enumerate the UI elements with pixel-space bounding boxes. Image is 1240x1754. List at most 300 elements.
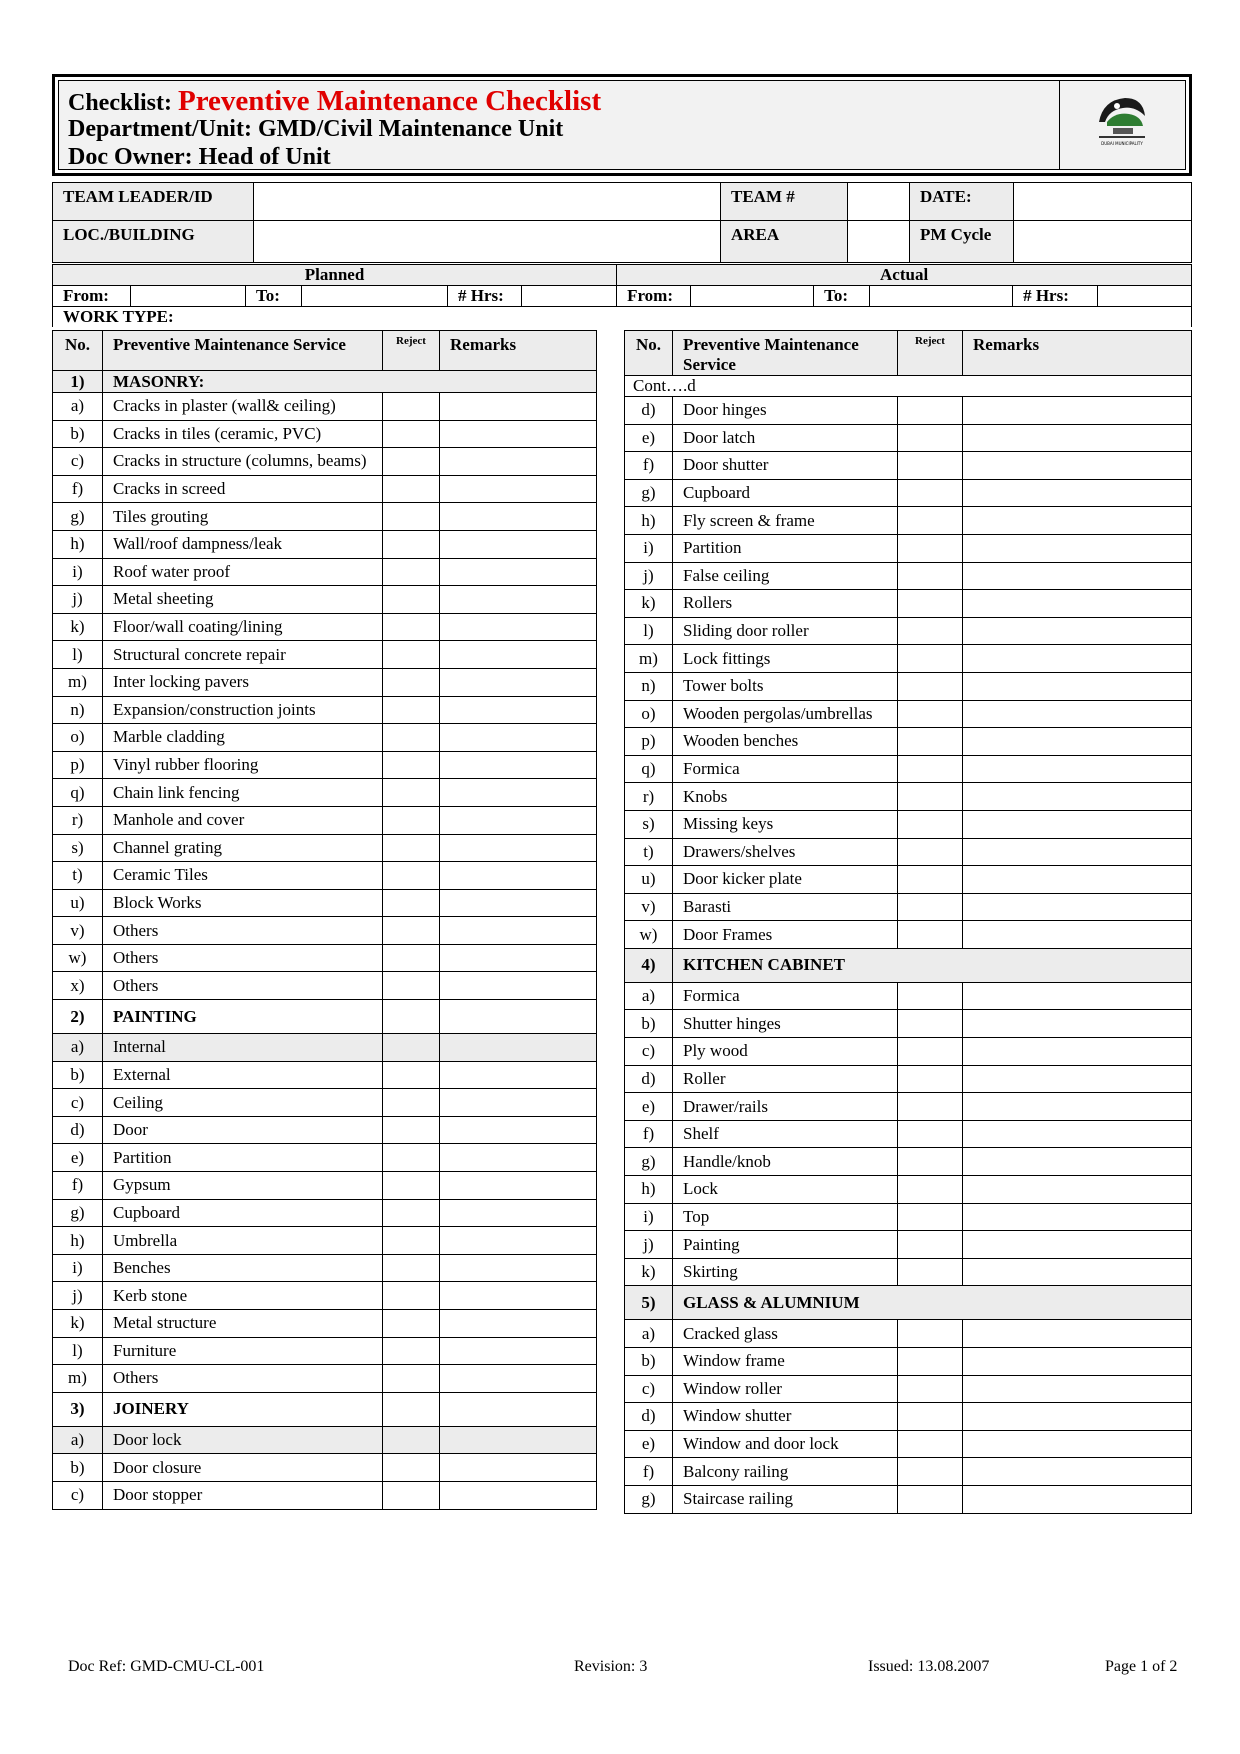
checklist-item: [625, 1010, 1192, 1038]
reject-checkbox[interactable]: [898, 783, 963, 811]
planned-to-field[interactable]: [302, 286, 448, 307]
remarks-field[interactable]: [963, 479, 1192, 507]
reject-checkbox[interactable]: [383, 475, 440, 503]
remarks-field[interactable]: [963, 838, 1192, 866]
item-letter: o): [625, 700, 673, 728]
left-checklist: [52, 330, 597, 1510]
remarks-field[interactable]: [440, 1310, 597, 1338]
checklist-label: Checklist:: [68, 90, 172, 116]
remarks-field[interactable]: [963, 921, 1192, 949]
reject-checkbox[interactable]: [898, 507, 963, 535]
reject-checkbox[interactable]: [383, 1337, 440, 1365]
actual-from-field[interactable]: [691, 286, 814, 307]
remarks-field[interactable]: [963, 617, 1192, 645]
item-letter: f): [53, 1172, 103, 1200]
reject-checkbox[interactable]: [383, 1481, 440, 1509]
remarks-field[interactable]: [440, 944, 597, 972]
remarks-field[interactable]: [440, 724, 597, 752]
checklist-item: [625, 1320, 1192, 1348]
item-letter: o): [53, 724, 103, 752]
reject-checkbox[interactable]: [898, 982, 963, 1010]
work-type-label[interactable]: WORK TYPE:: [53, 307, 1192, 328]
item-label: Partition: [103, 1144, 383, 1172]
remarks-field[interactable]: [440, 475, 597, 503]
team-leader-field[interactable]: [254, 183, 721, 221]
reject-checkbox[interactable]: [898, 645, 963, 673]
remarks-field[interactable]: [963, 534, 1192, 562]
item-letter: m): [53, 1365, 103, 1393]
reject-checkbox[interactable]: [898, 1430, 963, 1458]
remarks-field[interactable]: [440, 586, 597, 614]
reject-checkbox[interactable]: [383, 420, 440, 448]
checklist-item: [625, 617, 1192, 645]
checklist-item: [53, 586, 597, 614]
remarks-field[interactable]: [963, 728, 1192, 756]
item-letter: g): [625, 479, 673, 507]
reject-checkbox[interactable]: [383, 530, 440, 558]
item-letter: a): [625, 1320, 673, 1348]
remarks-field[interactable]: [963, 1403, 1192, 1431]
remarks-field[interactable]: [440, 668, 597, 696]
remarks-field[interactable]: [963, 1120, 1192, 1148]
item-label: Inter locking pavers: [103, 668, 383, 696]
checklist-item: [625, 1403, 1192, 1431]
remarks-field[interactable]: [963, 1430, 1192, 1458]
checklist-item: [625, 1093, 1192, 1121]
remarks-field[interactable]: [440, 1254, 597, 1282]
reject-checkbox[interactable]: [383, 1172, 440, 1200]
item-label: Knobs: [673, 783, 898, 811]
remarks-field[interactable]: [440, 393, 597, 421]
item-label: Window roller: [673, 1375, 898, 1403]
checklist-item: [53, 475, 597, 503]
item-label: Drawer/rails: [673, 1093, 898, 1121]
section-joinery: [53, 1392, 597, 1426]
item-label: Cracks in plaster (wall& ceiling): [103, 393, 383, 421]
actual-to-field[interactable]: [870, 286, 1013, 307]
reject-checkbox[interactable]: [383, 1454, 440, 1482]
remarks-field[interactable]: [440, 1034, 597, 1062]
item-letter: k): [53, 1310, 103, 1338]
planned-to-label: To:: [246, 286, 302, 307]
remarks-field[interactable]: [440, 917, 597, 945]
team-no-field[interactable]: [848, 183, 910, 221]
remarks-field[interactable]: [440, 862, 597, 890]
item-label: Ceiling: [103, 1089, 383, 1117]
checklist-item: [53, 1199, 597, 1227]
issued-date: Issued: 13.08.2007: [868, 1658, 990, 1675]
remarks-field[interactable]: [963, 1458, 1192, 1486]
col-header-remarks: Remarks: [440, 331, 597, 371]
remarks-field[interactable]: [963, 562, 1192, 590]
section-number: 5): [625, 1286, 673, 1320]
item-letter: g): [625, 1148, 673, 1176]
item-letter: f): [625, 452, 673, 480]
remarks-cell[interactable]: [440, 1392, 597, 1426]
item-label: Marble cladding: [103, 724, 383, 752]
reject-checkbox[interactable]: [898, 838, 963, 866]
area-field[interactable]: [848, 221, 910, 263]
remarks-field[interactable]: [963, 1375, 1192, 1403]
reject-checkbox[interactable]: [383, 724, 440, 752]
remarks-field[interactable]: [440, 1365, 597, 1393]
section-title: GLASS & ALUMNIUM: [673, 1286, 1192, 1320]
item-label: Vinyl rubber flooring: [103, 751, 383, 779]
reject-cell[interactable]: [383, 1392, 440, 1426]
reject-checkbox[interactable]: [383, 393, 440, 421]
checklist-item: [53, 779, 597, 807]
remarks-field[interactable]: [440, 1144, 597, 1172]
reject-checkbox[interactable]: [383, 779, 440, 807]
reject-checkbox[interactable]: [898, 452, 963, 480]
reject-checkbox[interactable]: [898, 1485, 963, 1513]
checklist-item: [53, 1227, 597, 1255]
item-letter: q): [53, 779, 103, 807]
remarks-field[interactable]: [440, 1426, 597, 1454]
item-letter: l): [53, 641, 103, 669]
reject-checkbox[interactable]: [383, 972, 440, 1000]
checklist-item: [625, 672, 1192, 700]
section-kitchen-cabinet: [625, 948, 1192, 982]
section-masonry: [53, 371, 597, 393]
reject-checkbox[interactable]: [898, 1320, 963, 1348]
reject-checkbox[interactable]: [898, 1348, 963, 1376]
item-label: Skirting: [673, 1258, 898, 1286]
remarks-field[interactable]: [440, 613, 597, 641]
remarks-field[interactable]: [963, 982, 1192, 1010]
reject-checkbox[interactable]: [383, 558, 440, 586]
checklist-item: [625, 452, 1192, 480]
reject-checkbox[interactable]: [898, 479, 963, 507]
actual-hrs-field[interactable]: [1098, 286, 1192, 307]
remarks-field[interactable]: [440, 1172, 597, 1200]
pm-cycle-field[interactable]: [1014, 221, 1192, 263]
item-label: Lock fittings: [673, 645, 898, 673]
section-glass-aluminium: [625, 1286, 1192, 1320]
reject-checkbox[interactable]: [383, 1199, 440, 1227]
item-letter: v): [53, 917, 103, 945]
reject-checkbox[interactable]: [898, 1065, 963, 1093]
item-letter: r): [625, 783, 673, 811]
reject-checkbox[interactable]: [898, 866, 963, 894]
reject-checkbox[interactable]: [898, 397, 963, 425]
item-letter: e): [625, 1093, 673, 1121]
reject-checkbox[interactable]: [898, 700, 963, 728]
reject-checkbox[interactable]: [898, 921, 963, 949]
reject-checkbox[interactable]: [383, 1061, 440, 1089]
remarks-field[interactable]: [963, 507, 1192, 535]
reject-checkbox[interactable]: [898, 810, 963, 838]
item-letter: g): [53, 1199, 103, 1227]
item-label: Staircase railing: [673, 1485, 898, 1513]
checklist-title-line: [68, 87, 601, 117]
remarks-cell[interactable]: [440, 1000, 597, 1034]
reject-checkbox[interactable]: [898, 1120, 963, 1148]
item-label: Kerb stone: [103, 1282, 383, 1310]
remarks-field[interactable]: [963, 424, 1192, 452]
schedule-table: [52, 264, 1192, 327]
item-letter: a): [625, 982, 673, 1010]
remarks-field[interactable]: [963, 672, 1192, 700]
remarks-field[interactable]: [963, 700, 1192, 728]
item-label: Top: [673, 1203, 898, 1231]
reject-checkbox[interactable]: [898, 1176, 963, 1204]
section-number: 4): [625, 948, 673, 982]
col-header-service: Preventive Maintenance Service: [673, 331, 898, 376]
reject-checkbox[interactable]: [383, 1282, 440, 1310]
reject-checkbox[interactable]: [383, 613, 440, 641]
item-letter: a): [53, 1034, 103, 1062]
item-label: Cracks in tiles (ceramic, PVC): [103, 420, 383, 448]
reject-checkbox[interactable]: [898, 590, 963, 618]
item-letter: c): [53, 1481, 103, 1509]
reject-checkbox[interactable]: [898, 562, 963, 590]
reject-checkbox[interactable]: [383, 889, 440, 917]
reject-checkbox[interactable]: [383, 806, 440, 834]
reject-checkbox[interactable]: [383, 503, 440, 531]
remarks-field[interactable]: [963, 1010, 1192, 1038]
reject-checkbox[interactable]: [898, 1231, 963, 1259]
remarks-field[interactable]: [963, 1176, 1192, 1204]
reject-checkbox[interactable]: [383, 668, 440, 696]
remarks-field[interactable]: [440, 1116, 597, 1144]
item-letter: c): [53, 1089, 103, 1117]
item-letter: b): [625, 1348, 673, 1376]
remarks-field[interactable]: [440, 1337, 597, 1365]
remarks-field[interactable]: [440, 1089, 597, 1117]
checklist-item: [53, 1116, 597, 1144]
item-letter: f): [625, 1120, 673, 1148]
reject-checkbox[interactable]: [898, 1458, 963, 1486]
checklist-item: [625, 1458, 1192, 1486]
reject-checkbox[interactable]: [383, 1310, 440, 1338]
remarks-field[interactable]: [440, 420, 597, 448]
item-label: Lock: [673, 1176, 898, 1204]
reject-checkbox[interactable]: [383, 834, 440, 862]
checklist-item: [53, 1144, 597, 1172]
reject-checkbox[interactable]: [383, 862, 440, 890]
remarks-field[interactable]: [963, 1348, 1192, 1376]
info-table: [52, 182, 1192, 263]
remarks-field[interactable]: [440, 1454, 597, 1482]
reject-checkbox[interactable]: [383, 1034, 440, 1062]
checklist-item: [53, 420, 597, 448]
item-label: Formica: [673, 755, 898, 783]
remarks-field[interactable]: [963, 783, 1192, 811]
reject-checkbox[interactable]: [383, 1089, 440, 1117]
item-label: Door stopper: [103, 1481, 383, 1509]
item-label: Cupboard: [103, 1199, 383, 1227]
remarks-field[interactable]: [440, 1227, 597, 1255]
remarks-field[interactable]: [440, 751, 597, 779]
item-letter: g): [625, 1485, 673, 1513]
reject-checkbox[interactable]: [898, 1038, 963, 1066]
remarks-field[interactable]: [440, 503, 597, 531]
item-label: Channel grating: [103, 834, 383, 862]
remarks-field[interactable]: [440, 1199, 597, 1227]
remarks-field[interactable]: [440, 806, 597, 834]
actual-header: Actual: [617, 265, 1192, 286]
section-title: KITCHEN CABINET: [673, 948, 1192, 982]
reject-checkbox[interactable]: [383, 1254, 440, 1282]
item-label: Balcony railing: [673, 1458, 898, 1486]
reject-checkbox[interactable]: [383, 1144, 440, 1172]
remarks-field[interactable]: [440, 1061, 597, 1089]
checklist-item: [53, 1089, 597, 1117]
remarks-field[interactable]: [963, 452, 1192, 480]
reject-checkbox[interactable]: [383, 696, 440, 724]
date-field[interactable]: [1014, 183, 1192, 221]
checklist-item: [625, 921, 1192, 949]
remarks-field[interactable]: [963, 397, 1192, 425]
item-label: Handle/knob: [673, 1148, 898, 1176]
reject-checkbox[interactable]: [383, 751, 440, 779]
checklist-item: [53, 1454, 597, 1482]
remarks-field[interactable]: [440, 972, 597, 1000]
checklist-item: [625, 982, 1192, 1010]
remarks-field[interactable]: [440, 448, 597, 476]
item-letter: b): [53, 1061, 103, 1089]
remarks-field[interactable]: [440, 834, 597, 862]
reject-checkbox[interactable]: [898, 1375, 963, 1403]
remarks-field[interactable]: [440, 641, 597, 669]
item-label: False ceiling: [673, 562, 898, 590]
reject-checkbox[interactable]: [898, 1403, 963, 1431]
item-label: Gypsum: [103, 1172, 383, 1200]
planned-from-field[interactable]: [131, 286, 246, 307]
item-label: Barasti: [673, 893, 898, 921]
remarks-field[interactable]: [963, 1038, 1192, 1066]
remarks-field[interactable]: [963, 1148, 1192, 1176]
reject-checkbox[interactable]: [898, 534, 963, 562]
remarks-field[interactable]: [440, 530, 597, 558]
item-label: Wooden benches: [673, 728, 898, 756]
remarks-field[interactable]: [963, 866, 1192, 894]
item-label: Painting: [673, 1231, 898, 1259]
item-label: Drawers/shelves: [673, 838, 898, 866]
item-letter: m): [53, 668, 103, 696]
reject-checkbox[interactable]: [898, 728, 963, 756]
remarks-field[interactable]: [963, 1485, 1192, 1513]
reject-checkbox[interactable]: [383, 641, 440, 669]
item-label: Others: [103, 917, 383, 945]
item-label: Roof water proof: [103, 558, 383, 586]
reject-checkbox[interactable]: [383, 586, 440, 614]
section-number: 2): [53, 1000, 103, 1034]
checklist-item: [625, 1176, 1192, 1204]
item-label: Cracks in screed: [103, 475, 383, 503]
remarks-field[interactable]: [963, 1258, 1192, 1286]
checklist-item: [625, 1375, 1192, 1403]
item-label: Door kicker plate: [673, 866, 898, 894]
item-label: Metal sheeting: [103, 586, 383, 614]
item-label: Door hinges: [673, 397, 898, 425]
item-letter: n): [53, 696, 103, 724]
item-letter: h): [625, 507, 673, 535]
checklist-item: [53, 1254, 597, 1282]
continued-label: Cont….d: [625, 376, 1192, 397]
remarks-field[interactable]: [963, 1203, 1192, 1231]
remarks-field[interactable]: [963, 1320, 1192, 1348]
reject-checkbox[interactable]: [383, 1426, 440, 1454]
reject-checkbox[interactable]: [383, 1116, 440, 1144]
item-label: Benches: [103, 1254, 383, 1282]
reject-checkbox[interactable]: [898, 893, 963, 921]
remarks-field[interactable]: [963, 1093, 1192, 1121]
reject-checkbox[interactable]: [898, 1148, 963, 1176]
checklist-item: [625, 700, 1192, 728]
reject-checkbox[interactable]: [898, 672, 963, 700]
remarks-field[interactable]: [963, 1231, 1192, 1259]
item-letter: w): [53, 944, 103, 972]
item-label: Window and door lock: [673, 1430, 898, 1458]
item-label: Metal structure: [103, 1310, 383, 1338]
reject-checkbox[interactable]: [383, 1365, 440, 1393]
pm-cycle-label: PM Cycle: [910, 221, 1014, 263]
remarks-field[interactable]: [440, 779, 597, 807]
item-letter: i): [53, 1254, 103, 1282]
checklist-item: [53, 1172, 597, 1200]
remarks-field[interactable]: [440, 1282, 597, 1310]
reject-checkbox[interactable]: [898, 755, 963, 783]
item-letter: j): [625, 1231, 673, 1259]
item-letter: u): [53, 889, 103, 917]
item-letter: d): [625, 1065, 673, 1093]
item-label: Block Works: [103, 889, 383, 917]
checklist-item: [53, 696, 597, 724]
remarks-field[interactable]: [963, 810, 1192, 838]
reject-checkbox[interactable]: [898, 617, 963, 645]
section-title: MASONRY:: [103, 371, 597, 393]
remarks-field[interactable]: [963, 590, 1192, 618]
remarks-field[interactable]: [963, 893, 1192, 921]
item-label: Fly screen & frame: [673, 507, 898, 535]
reject-checkbox[interactable]: [383, 944, 440, 972]
remarks-field[interactable]: [440, 696, 597, 724]
reject-checkbox[interactable]: [898, 1258, 963, 1286]
checklist-item: [625, 507, 1192, 535]
loc-building-field[interactable]: [254, 221, 721, 263]
reject-checkbox[interactable]: [898, 424, 963, 452]
remarks-field[interactable]: [440, 558, 597, 586]
reject-checkbox[interactable]: [383, 917, 440, 945]
checklist-item: [625, 645, 1192, 673]
checklist-item: [53, 1282, 597, 1310]
item-label: Shutter hinges: [673, 1010, 898, 1038]
remarks-field[interactable]: [963, 755, 1192, 783]
item-letter: i): [625, 534, 673, 562]
reject-checkbox[interactable]: [898, 1203, 963, 1231]
reject-checkbox[interactable]: [383, 448, 440, 476]
remarks-field[interactable]: [963, 1065, 1192, 1093]
reject-checkbox[interactable]: [898, 1010, 963, 1038]
reject-checkbox[interactable]: [383, 1227, 440, 1255]
remarks-field[interactable]: [963, 645, 1192, 673]
item-label: External: [103, 1061, 383, 1089]
planned-hrs-field[interactable]: [522, 286, 617, 307]
reject-checkbox[interactable]: [898, 1093, 963, 1121]
item-label: Internal: [103, 1034, 383, 1062]
col-header-reject: Reject: [383, 331, 440, 371]
item-letter: i): [625, 1203, 673, 1231]
checklist-item: [625, 562, 1192, 590]
remarks-field[interactable]: [440, 1481, 597, 1509]
remarks-field[interactable]: [440, 889, 597, 917]
item-letter: m): [625, 645, 673, 673]
reject-cell[interactable]: [383, 1000, 440, 1034]
checklist-item: [625, 1148, 1192, 1176]
item-letter: e): [53, 1144, 103, 1172]
